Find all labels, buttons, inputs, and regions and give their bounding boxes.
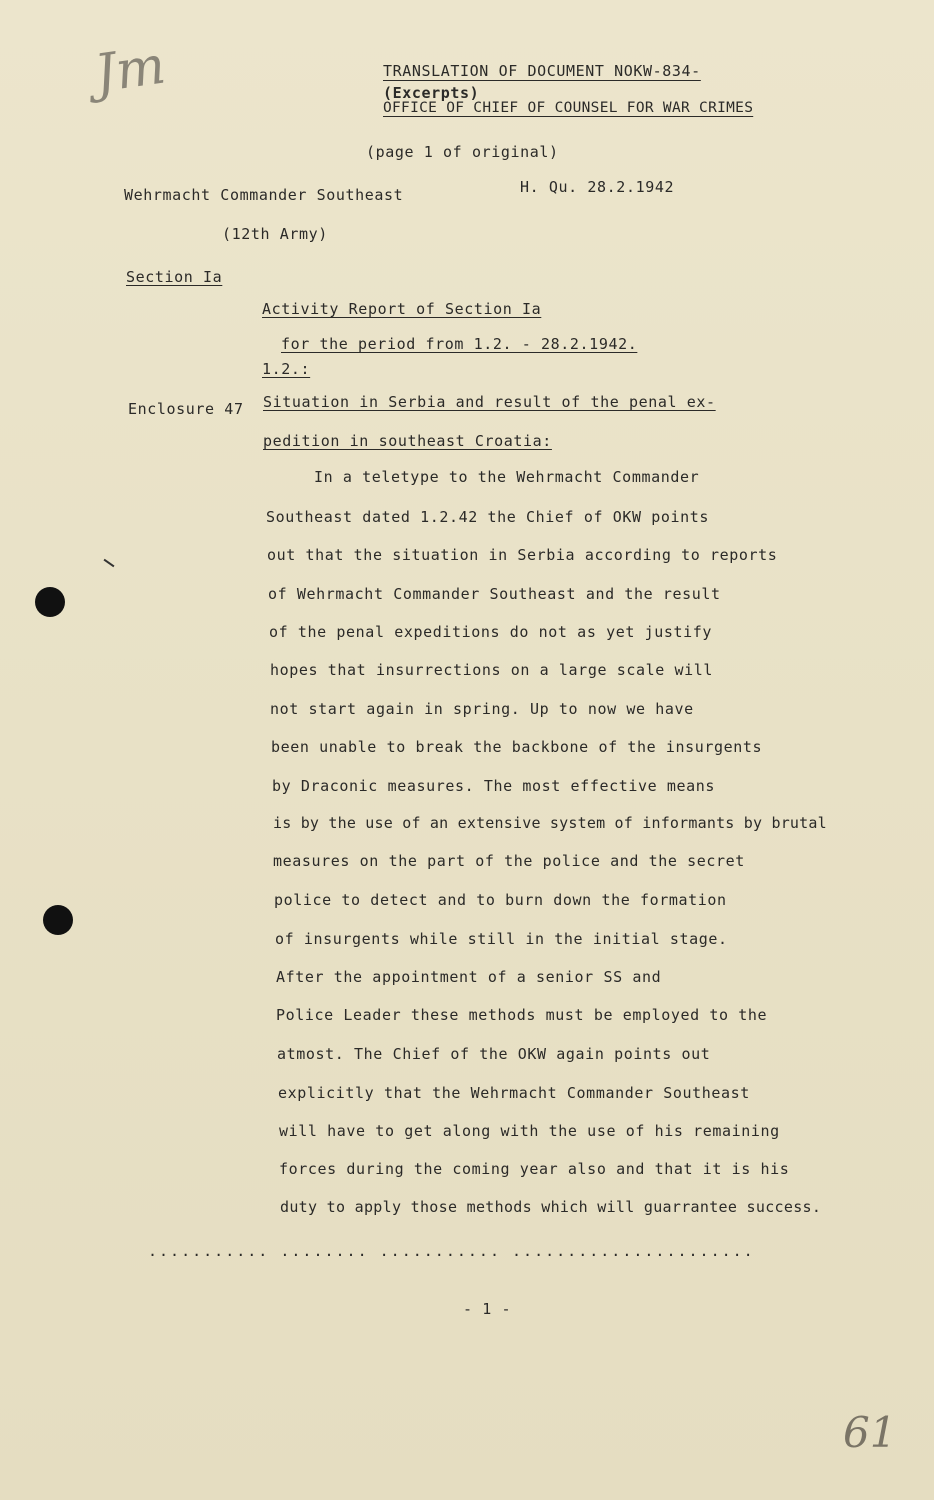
report-date-ref: 1.2.:	[262, 360, 311, 378]
omission-ellipsis: ........... ........ ........... ......................	[148, 1242, 755, 1260]
body-line: out that the situation in Serbia according to reports	[267, 546, 778, 564]
section-label: Section Ia	[126, 268, 223, 286]
handwritten-initials: Jm	[91, 35, 169, 105]
punch-hole-bottom	[43, 905, 73, 935]
enclosure-heading-2: pedition in southeast Croatia:	[263, 432, 552, 450]
command-name: Wehrmacht Commander Southeast	[124, 186, 404, 204]
body-line: explicitly that the Wehrmacht Commander Southeast	[278, 1084, 750, 1102]
body-line: atmost. The Chief of the OKW again points out	[277, 1045, 711, 1063]
page-number: - 1 -	[463, 1300, 512, 1318]
body-line: police to detect and to burn down the formation	[274, 891, 727, 909]
body-line: forces during the coming year also and that it is his	[279, 1160, 790, 1178]
body-line: by Draconic measures. The most effective means	[272, 777, 716, 795]
body-line: not start again in spring. Up to now we have	[270, 700, 694, 718]
page-reference: (page 1 of original)	[366, 143, 559, 161]
body-line: measures on the part of the police and the secret	[273, 852, 745, 870]
body-line: been unable to break the backbone of the insurgents	[271, 738, 763, 756]
handwritten-page-number: 61	[843, 1408, 897, 1457]
body-line: After the appointment of a senior SS and	[276, 968, 662, 986]
header-line-1: TRANSLATION OF DOCUMENT NOKW-834-	[383, 62, 701, 80]
body-line: In a teletype to the Wehrmacht Commander	[314, 468, 700, 486]
enclosure-heading-1: Situation in Serbia and result of the penal ex-	[263, 393, 716, 411]
body-line: of insurgents while still in the initial stage.	[275, 930, 728, 948]
punch-hole-top	[35, 587, 65, 617]
header-line-2: (Excerpts)	[383, 84, 480, 102]
body-line: of the penal expeditions do not as yet justify	[269, 623, 713, 641]
army-name: (12th Army)	[222, 225, 328, 243]
header-line-3: OFFICE OF CHIEF OF COUNSEL FOR WAR CRIMES	[383, 100, 754, 116]
body-line: hopes that insurrections on a large scale will	[270, 661, 714, 679]
body-line: of Wehrmacht Commander Southeast and the result	[268, 585, 721, 603]
body-line: duty to apply those methods which will guarrantee success.	[280, 1198, 822, 1216]
body-line: Southeast dated 1.2.42 the Chief of OKW points	[266, 508, 710, 526]
body-line: is by the use of an extensive system of informants by brutal	[273, 814, 827, 832]
report-period: for the period from 1.2. - 28.2.1942.	[281, 335, 638, 353]
body-line: will have to get along with the use of his remaining	[279, 1122, 780, 1140]
margin-tick	[104, 559, 115, 568]
hq-date: H. Qu. 28.2.1942	[520, 178, 675, 196]
body-line: Police Leader these methods must be employed to the	[276, 1006, 768, 1024]
report-title: Activity Report of Section Ia	[262, 300, 542, 318]
enclosure-label: Enclosure 47	[128, 400, 244, 418]
